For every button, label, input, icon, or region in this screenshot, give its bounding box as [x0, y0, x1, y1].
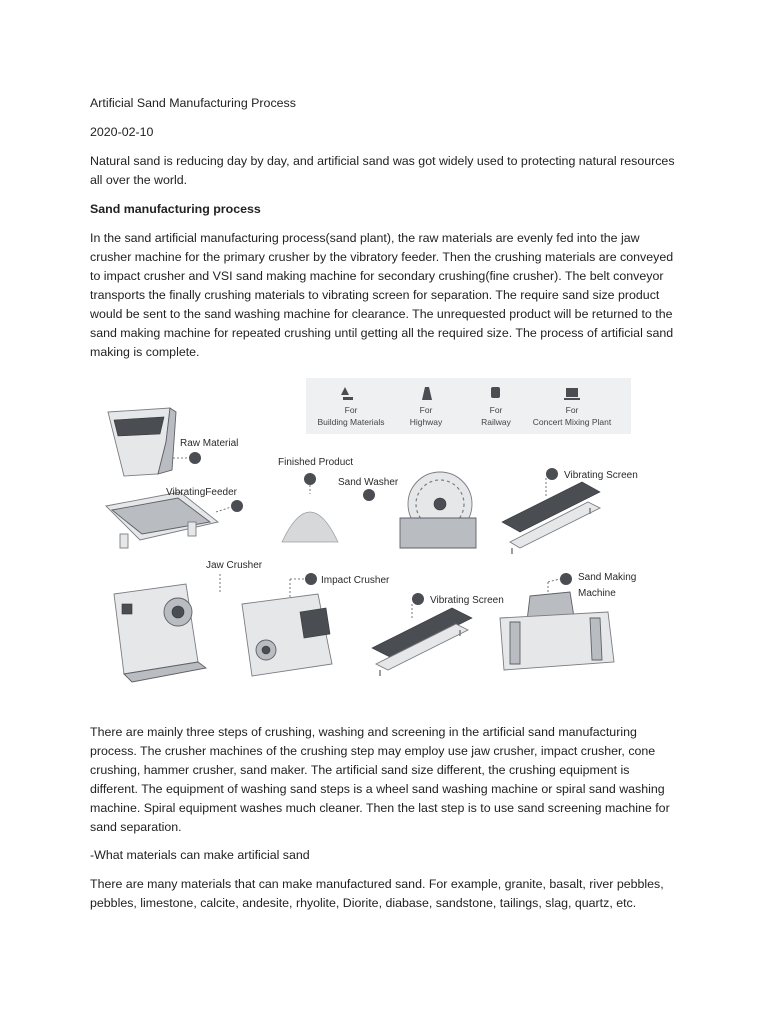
document-title: Artificial Sand Manufacturing Process [90, 96, 296, 110]
sand-making-label-line2: Machine [578, 588, 616, 599]
mixer-truck-icon [564, 388, 580, 400]
section-heading: Sand manufacturing process [90, 202, 261, 216]
finished-product-badge [304, 473, 316, 485]
sand-pile [282, 512, 338, 542]
intro-paragraph: Natural sand is reducing day by day, and artificial sand was got widely used to protecting natural resources all over the world. [90, 154, 675, 187]
use-label-line2: Concert Mixing Plant [532, 417, 612, 427]
materials-paragraph: There are many materials that can make manufactured sand. For example, granite, basalt, river pebbles, pebbles, limestone, calcite, andesite, rhyolite, Diorite, diabase, sandstone, tailings, slag, quartz, etc. [90, 877, 664, 910]
jaw-crusher [114, 584, 206, 682]
vibrating-screen-bottom-badge [412, 593, 424, 605]
sand-making-label-line1: Sand Making [578, 572, 637, 583]
vibrating-feeder [106, 492, 218, 548]
vibrating-screen-top [502, 482, 600, 554]
impact-crusher-badge [305, 573, 317, 585]
use-label-line1: For [489, 405, 503, 415]
raw-material-hopper [108, 408, 176, 476]
vibrating-screen-top-badge [546, 468, 558, 480]
sand-making-machine [500, 592, 614, 670]
vibrating-feeder-badge [231, 500, 243, 512]
use-label-line1: For [344, 405, 358, 415]
materials-heading: -What materials can make artificial sand [90, 848, 310, 862]
sand-washer-badge [363, 489, 375, 501]
jaw-crusher-label: Jaw Crusher [206, 560, 263, 571]
use-label-line2: Highway [409, 417, 443, 427]
steps-paragraph: There are mainly three steps of crushing, washing and screening in the artificial sand manufacturing process. The crusher machines of the crushing step may employ use jaw crusher, impact crusher, cone crushing, hammer crusher, sand maker. The artificial sand size different, the crushing equipment is different. The equipment of washing sand steps is a wheel sand washing machine or spiral sand washing machine. Spiral equipment washes much cleaner. Then the last step is to use sand screening machine for sand separation. [90, 725, 670, 834]
sand-plant-figure [100, 372, 645, 690]
impact-crusher-label: Impact Crusher [321, 575, 390, 586]
document-date: 2020-02-10 [90, 125, 154, 139]
vibrating-screen-bottom [372, 608, 472, 676]
use-label-line2: Building Materials [317, 417, 385, 427]
impact-crusher [242, 594, 332, 676]
train-icon [491, 387, 500, 398]
raw-material-label: Raw Material [180, 438, 239, 449]
use-label-line1: For [419, 405, 433, 415]
use-label-line1: For [565, 405, 579, 415]
sand-washer-label: Sand Washer [338, 477, 399, 488]
sand-washer [400, 472, 476, 548]
use-label-line2: Railway [481, 417, 511, 427]
process-paragraph: In the sand artificial manufacturing process(sand plant), the raw materials are evenly fed into the jaw crusher machine for the primary crusher by the vibratory feeder. Then the crushing materials are conveyed to impact crusher and VSI sand making machine for secondary crushing(fine crusher). The belt conveyor transports the finally crushing materials to vibrating screen for separation. The require sand size product would be sent to the sand washing machine for clearance. The unrequested product will be returned to the sand making machine for repeated crushing until getting all the required size. The process of artificial sand making is complete. [90, 231, 674, 359]
raw-material-badge [189, 452, 201, 464]
finished-product-label: Finished Product [278, 457, 354, 468]
vibrating-screen-bottom-label: Vibrating Screen [430, 595, 504, 606]
sand-making-badge [560, 573, 572, 585]
vibrating-feeder-label: VibratingFeeder [166, 487, 237, 498]
vibrating-screen-top-label: Vibrating Screen [564, 470, 638, 481]
